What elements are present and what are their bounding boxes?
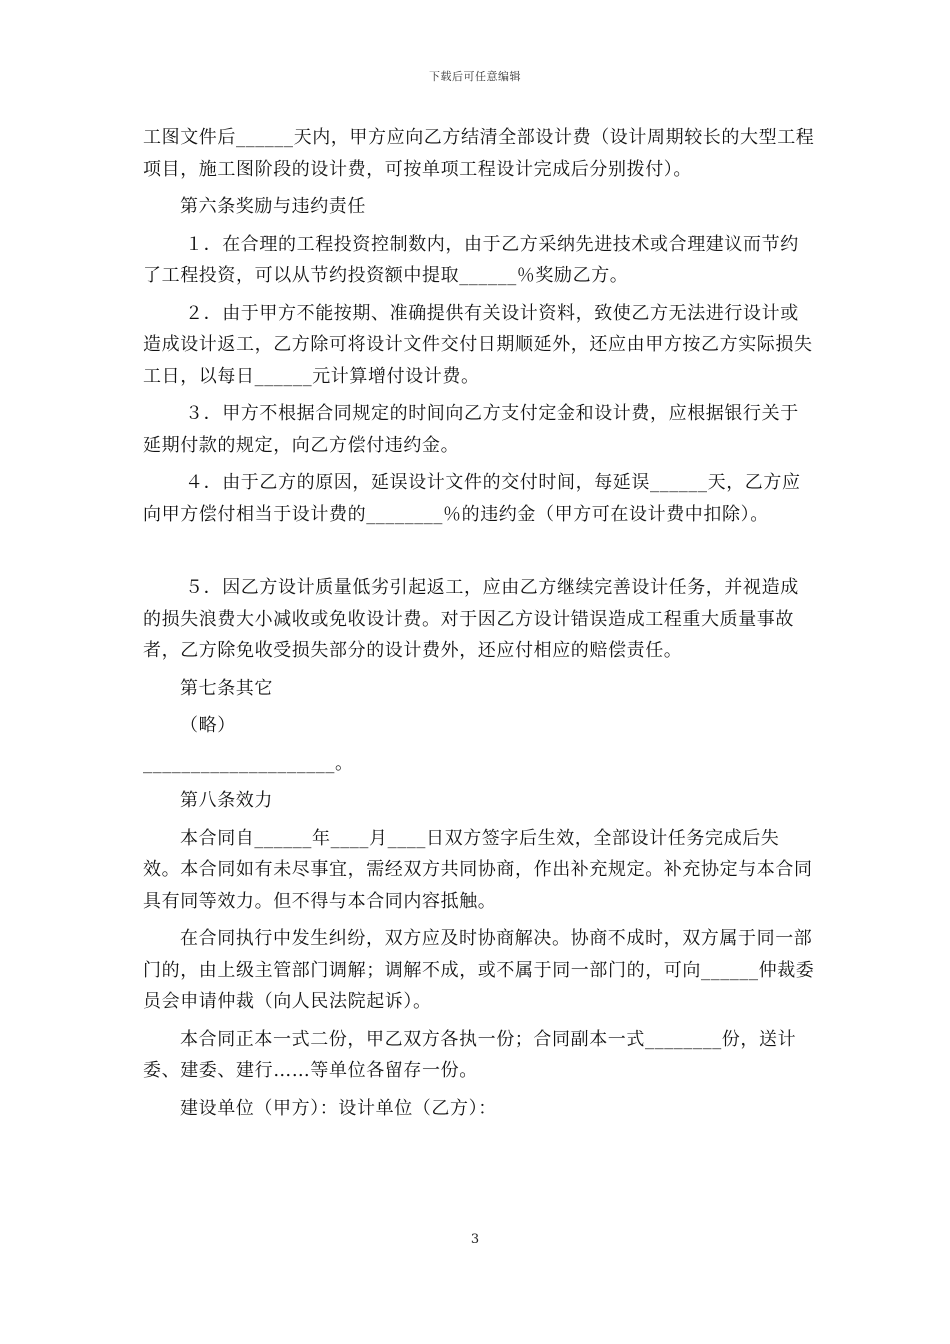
paragraph-gap xyxy=(143,536,815,572)
article-8-effect: 本合同自______年____月____日双方签字后生效，全部设计任务完成后失效。本合同如有未尽事宜，需经双方共同协商，作出补充规定。补充协定与本合同具有同等效力。但不得与本合同内容抵触。 xyxy=(143,827,813,912)
article-6-clause-4: ４．由于乙方的原因，延误设计文件的交付时间，每延误______天，乙方应向甲方偿付相当于设计费的________％的违约金（甲方可在设计费中扣除）。 xyxy=(143,472,801,525)
signature-parties: 建设单位（甲方）：设计单位（乙方）： xyxy=(180,1097,497,1119)
article-6-clause-3: ３．甲方不根据合同规定的时间向乙方支付定金和设计费，应根据银行关于延期付款的规定，向乙方偿付违约金。 xyxy=(143,403,799,456)
article-6-clause-5: ５．因乙方设计质量低劣引起返工，应由乙方继续完善设计任务，并视造成的损失浪费大小减收或免收设计费。对于因乙方设计错误造成工程重大质量事故者，乙方除免收受损失部分的设计费外，还应付相应的赔偿责任。 xyxy=(143,577,799,661)
article-8-copies: 本合同正本一式二份，甲乙双方各执一份；合同副本一式________份，送计委、建委、建行……等单位各留存一份。 xyxy=(143,1028,797,1081)
article-7-heading: 第七条其它 xyxy=(180,677,273,699)
article-6-clause-2: ２．由于甲方不能按期、准确提供有关设计资料，致使乙方无法进行设计或造成设计返工，乙方除可将设计文件交付日期顺延外，还应由甲方按乙方实际损失工日，以每日______元计算增付设计费。 xyxy=(143,302,813,387)
document-body xyxy=(143,122,815,1130)
paragraph-payment-term: 工图文件后______天内，甲方应向乙方结清全部设计费（设计周期较长的大型工程项目，施工图阶段的设计费，可按单项工程设计完成后分别拨付）。 xyxy=(143,127,815,180)
page-header-note: 下载后可任意编辑 xyxy=(429,70,521,83)
page-number: 3 xyxy=(470,1232,480,1247)
article-6-heading: 第六条奖励与违约责任 xyxy=(180,196,366,217)
article-7-omitted: （略） xyxy=(180,715,236,736)
article-8-heading: 第八条效力 xyxy=(180,790,273,811)
article-6-clause-1: １．在合理的工程投资控制数内，由于乙方采纳先进技术或合理建议而节约了工程投资，可以从节约投资额中提取______％奖励乙方。 xyxy=(143,233,799,286)
article-8-dispute: 在合同执行中发生纠纷，双方应及时协商解决。协商不成时，双方属于同一部门的，由上级主管部门调解；调解不成，或不属于同一部门的，可向______仲裁委员会申请仲裁（向人民法院起诉）。 xyxy=(143,928,815,1012)
blank-line: ____________________。 xyxy=(143,752,354,774)
